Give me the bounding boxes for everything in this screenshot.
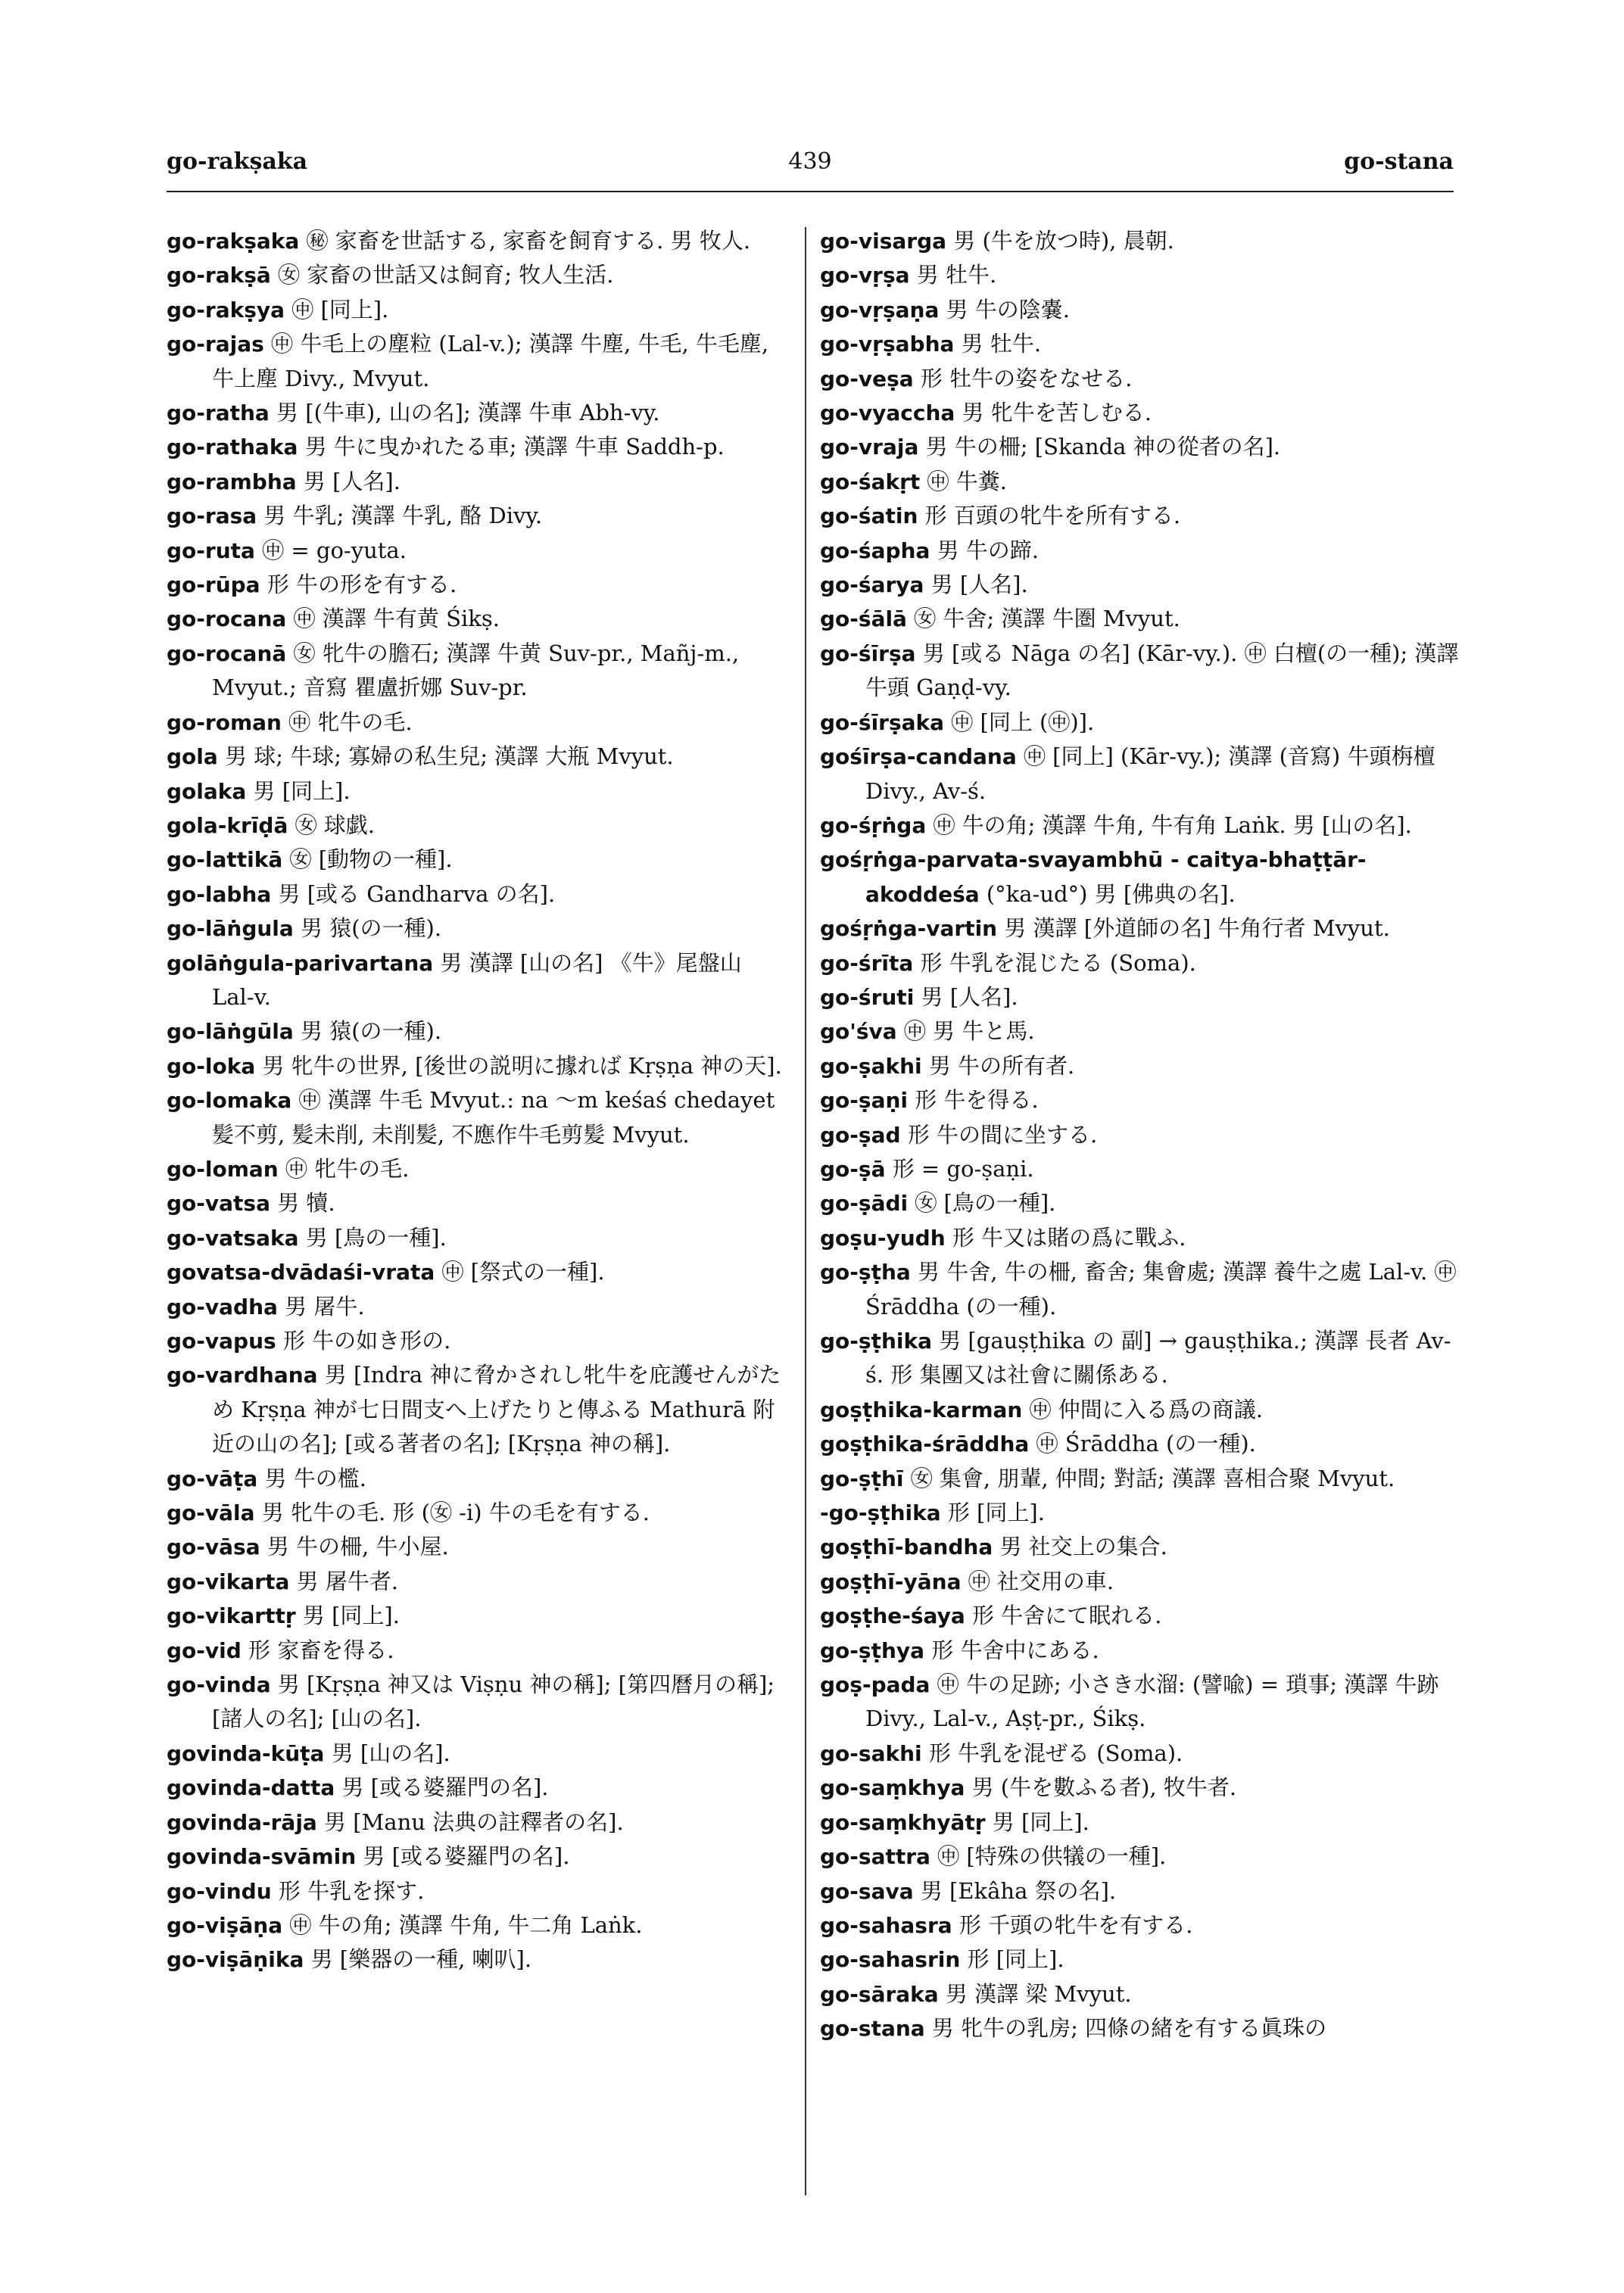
entry-definition: 男 社交上の集合.: [999, 1534, 1167, 1560]
entry-definition: 男 [同上].: [253, 777, 351, 804]
entry-headword: go-rakṣā: [167, 263, 271, 288]
entry-definition: 男 [或る Gandharva の名].: [278, 880, 556, 907]
entry-headword: go-vraja: [820, 435, 919, 460]
dictionary-entry: [820, 602, 1463, 636]
entry-headword: go-rasa: [167, 503, 257, 529]
dictionary-entry: [167, 1221, 787, 1255]
dictionary-entry: [167, 774, 787, 808]
dictionary-entry: [167, 1599, 787, 1633]
entry-headword: -go-ṣṭhika: [820, 1500, 941, 1526]
dictionary-entry: [820, 1668, 1463, 1737]
entry-definition: ㊥ [特殊の供犠の一種].: [937, 1843, 1167, 1870]
dictionary-entry: [820, 1737, 1463, 1771]
running-header: [167, 148, 1454, 186]
dictionary-entry: [167, 258, 787, 292]
dictionary-entry: [167, 740, 787, 774]
entry-definition: 男 牛の檻.: [264, 1465, 366, 1491]
entry-definition: 男 漢譯 梁 Mvyut.: [945, 1980, 1132, 2007]
entry-headword: golaka: [167, 778, 247, 804]
entry-headword: go-rocanā: [167, 640, 287, 666]
entry-headword: go-śapha: [820, 537, 930, 563]
entry-headword: goṣṭhika-karman: [820, 1397, 1023, 1422]
entry-headword: goṣ-pada: [820, 1672, 930, 1698]
dictionary-entry: [167, 946, 787, 1015]
dictionary-entry: [820, 1221, 1463, 1255]
entry-definition: 形 牛乳を探す.: [278, 1877, 425, 1904]
entry-definition: 男 [Indra 神に脅かされし牝牛を庇護せんがため Kṛṣṇa 神が七日間支へ上げたりと傳ふる Mathurā 附近の山の名]; [或る著者の名]; [Kṛṣṇa 神の稱].: [212, 1362, 781, 1457]
entry-headword: go-vapus: [167, 1329, 276, 1354]
entry-definition: 形 牛乳を混じたる (Soma).: [920, 949, 1196, 976]
entry-headword: go-vadha: [167, 1294, 278, 1319]
entry-headword: go-lattikā: [167, 847, 283, 873]
entry-definition: 男 牛の柵; [Skanda 神の從者の名].: [925, 434, 1281, 460]
entry-headword: go-śīrṣa: [820, 640, 916, 666]
left-column: [167, 224, 787, 1977]
entry-definition: ㊥ = go-yuta.: [262, 537, 407, 563]
entry-headword: gośīrṣa-candana: [820, 744, 1017, 770]
entry-headword: go-rūpa: [167, 572, 260, 598]
entry-definition: 男 牝牛を苦しむる.: [962, 400, 1152, 426]
dictionary-entry: [820, 1393, 1463, 1427]
entry-headword: go-śālā: [820, 606, 907, 632]
dictionary-entry: [820, 1530, 1463, 1564]
entry-headword: go-vardhana: [167, 1363, 318, 1388]
dictionary-entry: [820, 946, 1463, 980]
dictionary-entry: [167, 1014, 787, 1048]
dictionary-entry: [167, 1358, 787, 1461]
dictionary-entry: [820, 1083, 1463, 1117]
entry-definition: ㊥ 仲間に入る爲の商議.: [1029, 1396, 1263, 1422]
entry-definition: 男 [或る婆羅門の名].: [341, 1774, 549, 1801]
entry-definition: ㊛ 牛舍; 漢譯 牛圏 Mvyut.: [914, 606, 1180, 632]
dictionary-entry: [820, 1599, 1463, 1633]
entry-headword: go-vatsaka: [167, 1225, 299, 1251]
dictionary-entry: [167, 637, 787, 706]
dictionary-entry: [820, 258, 1463, 292]
entry-headword: go-vikarttṛ: [167, 1603, 296, 1629]
entry-definition: 形 牛の形を有する.: [267, 572, 457, 598]
entry-definition: 男 球; 牛球; 寡婦の私生兒; 漢譯 大瓶 Mvyut.: [225, 743, 674, 770]
dictionary-entry: [820, 293, 1463, 327]
dictionary-entry: [167, 396, 787, 430]
dictionary-entry: [820, 1186, 1463, 1220]
entry-headword: go-labha: [167, 881, 272, 907]
dictionary-entry: [167, 1462, 787, 1496]
dictionary-entry: [820, 465, 1463, 499]
dictionary-entry: [820, 843, 1463, 911]
entry-definition: 男 牛の柵, 牛小屋.: [267, 1534, 449, 1560]
dictionary-entry: [167, 499, 787, 533]
entry-headword: go-ṣā: [820, 1156, 886, 1182]
entry-definition: ㊥ [同上] (Kār-vy.); 漢譯 (音寫) 牛頭栴檀 Divy., Av-ś.: [865, 743, 1435, 804]
entry-definition: 男 牝牛の毛. 形 (㊛ -i) 牛の毛を有する.: [261, 1500, 650, 1526]
entry-definition: (°ka-ud°) 男 [佛典の名].: [986, 880, 1236, 907]
dictionary-entry: [167, 877, 787, 911]
entry-headword: go-vṛṣa: [820, 263, 910, 288]
dictionary-entry: [820, 327, 1463, 361]
entry-definition: 男 牛に曳かれたる車; 漢譯 牛車 Saddh-p.: [304, 434, 725, 460]
entry-headword: go-vṛṣaṇa: [820, 297, 940, 322]
dictionary-entry: [167, 706, 787, 740]
entry-definition: ㊥ [同上 (㊥)].: [951, 709, 1095, 735]
entry-definition: 男 [Ekâha 祭の名].: [920, 1877, 1117, 1904]
entry-headword: go-rocana: [167, 606, 287, 632]
entry-definition: 形 牛舍中にある.: [931, 1637, 1099, 1663]
entry-definition: 男 牛の蹄.: [937, 537, 1039, 563]
entry-headword: go-rajas: [167, 332, 264, 357]
entry-definition: 形 牡牛の姿をなせる.: [920, 365, 1133, 391]
entry-definition: ㊛ [鳥の一種].: [915, 1190, 1056, 1217]
entry-headword: go-ratha: [167, 400, 270, 426]
entry-definition: 男 [人名].: [921, 983, 1018, 1010]
entry-definition: ㊥ 牛糞.: [927, 468, 1007, 494]
entry-definition: ㊥ Śrāddha (の一種).: [1036, 1431, 1256, 1457]
dictionary-entry: [820, 706, 1463, 740]
dictionary-entry: [167, 1634, 787, 1668]
dictionary-entry: [167, 1083, 787, 1152]
entry-headword: go-vatsa: [167, 1191, 270, 1217]
dictionary-entry: [167, 1668, 787, 1737]
entry-definition: 男 [(牛車), 山の名]; 漢譯 牛車 Abh-vy.: [276, 400, 660, 426]
dictionary-entry: [820, 1324, 1463, 1393]
entry-definition: 形 牛乳を混ぜる (Soma).: [928, 1740, 1183, 1766]
entry-definition: 形 = go-ṣaṇi.: [892, 1155, 1034, 1182]
entry-headword: gola: [167, 744, 218, 770]
entry-definition: 形 牛の如き形の.: [282, 1328, 451, 1354]
entry-definition: ㊥ [祭式の一種].: [441, 1259, 605, 1285]
dictionary-entry: [167, 808, 787, 843]
entry-definition: 形 牛の間に坐する.: [907, 1121, 1098, 1148]
dictionary-entry: [820, 1977, 1463, 2011]
entry-headword: go-saṃkhyātṛ: [820, 1809, 986, 1835]
entry-headword: go-rakṣaka: [167, 229, 300, 254]
entry-headword: go-vyaccha: [820, 400, 955, 426]
entry-headword: go-vindu: [167, 1878, 272, 1904]
entry-headword: go-vāsa: [167, 1534, 260, 1560]
entry-definition: 男 [同上].: [992, 1809, 1089, 1835]
dictionary-entry: [167, 327, 787, 396]
dictionary-entry: [820, 740, 1463, 808]
dictionary-entry: [167, 843, 787, 877]
entry-definition: 形 牛を得る.: [915, 1087, 1039, 1114]
entry-headword: go-loka: [167, 1053, 256, 1079]
entry-definition: 男 牛の陰嚢.: [946, 296, 1071, 322]
dictionary-entry: [167, 602, 787, 636]
entry-headword: goṣṭhī-yāna: [820, 1569, 962, 1594]
dictionary-entry: [167, 1496, 787, 1530]
entry-definition: ㊛ 家畜の世話又は飼育; 牧人生活.: [278, 262, 614, 288]
dictionary-entry: [820, 1152, 1463, 1186]
header-rule: [167, 191, 1454, 192]
dictionary-entry: [167, 1805, 787, 1840]
entry-headword: gośṛṅga-parvata-svayambhū - caitya-bhaṭṭār-akoddeśa: [820, 847, 1367, 907]
entry-headword: go-sahasra: [820, 1912, 952, 1938]
entry-definition: 男 (牛を數ふる者), 牧牛者.: [971, 1774, 1237, 1801]
dictionary-entry: [820, 1462, 1463, 1496]
right-column: [820, 224, 1463, 2046]
entry-headword: go-vāla: [167, 1500, 255, 1526]
dictionary-entry: [820, 1771, 1463, 1805]
dictionary-entry: [167, 534, 787, 568]
entry-headword: go-lāṅgula: [167, 916, 294, 942]
dictionary-entry: [820, 2011, 1463, 2045]
entry-headword: go-ṣad: [820, 1122, 901, 1148]
dictionary-entry: [167, 1186, 787, 1220]
dictionary-entry: [820, 1634, 1463, 1668]
entry-headword: govinda-kūṭa: [167, 1740, 325, 1766]
entry-definition: ㊛ [動物の一種].: [289, 846, 453, 873]
dictionary-entry: [820, 1840, 1463, 1874]
entry-headword: go-sahasrin: [820, 1947, 961, 1973]
entry-headword: go-veṣa: [820, 366, 914, 391]
entry-definition: 男 漢譯 [山の名] 《牛》尾盤山 Lal-v.: [212, 949, 742, 1010]
entry-headword: go-rathaka: [167, 435, 298, 460]
entry-definition: ㊥ 牝牛の毛.: [285, 1155, 410, 1182]
entry-definition: 男 屠牛者.: [296, 1568, 399, 1594]
entry-headword: go-sakhi: [820, 1740, 922, 1766]
dictionary-entry: [167, 911, 787, 946]
column-divider: [805, 227, 806, 2195]
dictionary-entry: [167, 293, 787, 327]
entry-headword: go-śakṛt: [820, 469, 921, 494]
entry-definition: 男 [山の名].: [331, 1740, 450, 1766]
entry-definition: 男 [Kṛṣṇa 神又は Viṣṇu 神の稱]; [第四曆月の稱]; [諸人の名]; [山の名].: [212, 1671, 775, 1732]
dictionary-entry: [820, 1049, 1463, 1083]
entry-headword: go-vinda: [167, 1672, 271, 1698]
entry-definition: 男 [或る Nāga の名] (Kār-vy.). ㊥ 白檀(の一種); 漢譯 牛頭 Gaṇḍ-vy.: [865, 640, 1459, 701]
entry-headword: go-śruti: [820, 984, 915, 1010]
entry-headword: gola-krīḍā: [167, 812, 288, 838]
dictionary-entry: [820, 362, 1463, 396]
entry-definition: ㊙ 家畜を世話する, 家畜を飼育する. 男 牧人.: [306, 228, 751, 254]
dictionary-entry: [167, 1943, 787, 1977]
entry-headword: goṣṭhe-śaya: [820, 1603, 965, 1629]
entry-definition: 男 猿(の一種).: [301, 915, 442, 942]
entry-definition: 男 漢譯 [外道師の名] 牛角行者 Mvyut.: [1004, 915, 1390, 942]
dictionary-entry: [820, 1565, 1463, 1599]
entry-definition: 男 牝牛の乳房; 四條の緒を有する眞珠の: [931, 2015, 1327, 2042]
entry-headword: go-sava: [820, 1878, 914, 1904]
entry-definition: ㊥ 牝牛の毛.: [288, 709, 413, 735]
entry-headword: go-śarya: [820, 572, 924, 598]
entry-headword: go-lomaka: [167, 1088, 292, 1114]
entry-definition: 形 千頭の牝牛を有する.: [959, 1911, 1193, 1938]
dictionary-entry: [820, 396, 1463, 430]
entry-definition: ㊥ 男 牛と馬.: [903, 1018, 1035, 1045]
entry-headword: go-vid: [167, 1637, 242, 1663]
entry-headword: govinda-rāja: [167, 1809, 317, 1835]
entry-definition: 男 [鳥の一種].: [305, 1224, 447, 1251]
entry-headword: go-lāṅgūla: [167, 1019, 294, 1045]
entry-definition: ㊥ 牛の角; 漢譯 牛角, 牛有角 Laṅk. 男 [山の名].: [933, 812, 1412, 838]
dictionary-entry: [820, 1805, 1463, 1840]
entry-definition: 男 [人名].: [303, 468, 401, 494]
entry-headword: go-ṣādi: [820, 1191, 909, 1217]
entry-definition: ㊥ 牛毛上の塵粒 (Lal-v.); 漢譯 牛塵, 牛毛, 牛毛塵, 牛上塵 Divy., Mvyut.: [212, 331, 769, 391]
dictionary-entry: [167, 1049, 787, 1083]
entry-definition: 男 屠牛.: [285, 1293, 365, 1319]
entry-definition: 男 牡牛.: [961, 331, 1042, 357]
entry-headword: go-saṃkhya: [820, 1775, 965, 1801]
entry-definition: 形 家畜を得る.: [248, 1637, 394, 1663]
entry-definition: 男 [或る婆羅門の名].: [363, 1843, 570, 1870]
dictionary-entry: [820, 1943, 1463, 1977]
dictionary-entry: [820, 1014, 1463, 1048]
entry-headword: go-viṣāṇa: [167, 1912, 283, 1938]
entry-headword: go-rakṣya: [167, 297, 285, 322]
entry-definition: 形 [同上].: [967, 1946, 1064, 1973]
dictionary-entry: [167, 1840, 787, 1874]
dictionary-entry: [167, 568, 787, 602]
entry-headword: go-roman: [167, 709, 282, 735]
dictionary-entry: [820, 637, 1463, 706]
entry-definition: 男 (牛を放つ時), 晨朝.: [953, 228, 1174, 254]
dictionary-entry: [820, 1496, 1463, 1530]
dictionary-entry: [167, 1290, 787, 1324]
dictionary-entry: [820, 1118, 1463, 1152]
entry-headword: go-ṣṭhika: [820, 1329, 932, 1354]
entry-definition: 男 猿(の一種).: [301, 1018, 442, 1045]
entry-definition: 男 牛乳; 漢譯 牛乳, 酪 Divy.: [263, 503, 543, 529]
entry-headword: govinda-svāmin: [167, 1844, 357, 1870]
entry-definition: ㊥ 漢譯 牛毛 Mvyut.: na 〜m keśaś chedayet 髪不剪, 髪未削, 未削髪, 不應作牛毛剪髪 Mvyut.: [212, 1087, 775, 1148]
entry-headword: go-stana: [820, 2016, 925, 2042]
dictionary-entry: [167, 1152, 787, 1186]
dictionary-entry: [167, 430, 787, 464]
entry-definition: 男 犢.: [277, 1190, 335, 1217]
entry-headword: go-ṣṭha: [820, 1260, 911, 1285]
entry-definition: ㊥ 漢譯 牛有黄 Śikṣ.: [293, 606, 500, 632]
entry-definition: 男 牛の所有者.: [928, 1052, 1075, 1079]
entry-definition: 形 百頭の牝牛を所有する.: [924, 503, 1181, 529]
entry-headword: go-ruta: [167, 537, 255, 563]
dictionary-entry: [167, 1255, 787, 1289]
entry-definition: ㊥ 社交用の車.: [968, 1568, 1114, 1594]
entry-headword: go-ṣaṇi: [820, 1088, 908, 1114]
entry-definition: 男 [gauṣṭhika の 副] → gauṣṭhika.; 漢譯 長者 Av-ś. 形 集團又は社會に關係ある.: [865, 1328, 1451, 1388]
dictionary-entry: [167, 1324, 787, 1358]
dictionary-entry: [167, 1874, 787, 1908]
entry-headword: go-sāraka: [820, 1981, 939, 2007]
entry-headword: go-vikarta: [167, 1569, 290, 1594]
entry-definition: ㊛ 牝牛の膽石; 漢譯 牛黄 Suv-pr., Mañj-m., Mvyut.; 音寫 瞿盧折娜 Suv-pr.: [212, 640, 740, 701]
dictionary-entry: [820, 1908, 1463, 1943]
entry-headword: goṣṭhika-śrāddha: [820, 1432, 1030, 1457]
entry-headword: govinda-datta: [167, 1775, 335, 1801]
entry-headword: go-rambha: [167, 469, 297, 494]
entry-definition: 形 [同上].: [947, 1500, 1045, 1526]
dictionary-entry: [820, 568, 1463, 602]
entry-definition: 男 [樂器の一種, 喇叭].: [310, 1946, 532, 1973]
entry-headword: go-loman: [167, 1156, 279, 1182]
entry-definition: 男 [Manu 法典の註釋者の名].: [324, 1809, 624, 1835]
entry-definition: ㊥ [同上].: [291, 296, 389, 322]
entry-headword: go'śva: [820, 1019, 897, 1045]
dictionary-entry: [820, 430, 1463, 464]
dictionary-entry: [167, 1530, 787, 1564]
entry-headword: govatsa-dvādaśi-vrata: [167, 1260, 435, 1285]
dictionary-entry: [820, 980, 1463, 1014]
dictionary-entry: [820, 1255, 1463, 1324]
dictionary-entry: [167, 1737, 787, 1771]
entry-definition: ㊛ 球戯.: [295, 812, 376, 838]
entry-definition: 形 牛舍にて眠れる.: [971, 1603, 1162, 1629]
entry-headword: go-śrīta: [820, 950, 914, 976]
dictionary-entry: [167, 465, 787, 499]
entry-headword: gośṛṅga-vartin: [820, 916, 998, 942]
entry-definition: ㊥ 牛の角; 漢譯 牛角, 牛二角 Laṅk.: [289, 1911, 643, 1938]
dictionary-entry: [820, 499, 1463, 533]
dictionary-entry: [820, 224, 1463, 258]
entry-headword: goṣu-yudh: [820, 1225, 946, 1251]
entry-definition: ㊥ 牛の足跡; 小さき水溜: (譬喩) = 瑣事; 漢譯 牛跡 Divy., Lal-v., Aṣṭ-pr., Śikṣ.: [865, 1671, 1439, 1732]
dictionary-entry: [820, 534, 1463, 568]
entry-headword: goṣṭhī-bandha: [820, 1534, 993, 1560]
entry-headword: go-śṛṅga: [820, 812, 927, 838]
entry-headword: go-sattra: [820, 1844, 930, 1870]
entry-definition: 男 [同上].: [302, 1603, 400, 1629]
entry-headword: golāṅgula-parivartana: [167, 950, 434, 976]
entry-headword: go-vāṭa: [167, 1466, 258, 1491]
dictionary-entry: [820, 1874, 1463, 1908]
entry-definition: 男 牡牛.: [916, 262, 997, 288]
entry-headword: go-vṛṣabha: [820, 332, 955, 357]
dictionary-entry: [167, 1908, 787, 1943]
dictionary-entry: [167, 224, 787, 258]
right-running-headword: go-stana: [1344, 148, 1454, 175]
entry-definition: 男 [人名].: [930, 572, 1028, 598]
dictionary-entry: [820, 808, 1463, 843]
dictionary-entry: [167, 1565, 787, 1599]
entry-headword: go-ṣakhi: [820, 1053, 922, 1079]
dictionary-entry: [167, 1771, 787, 1805]
dictionary-entry: [820, 1427, 1463, 1461]
entry-headword: go-ṣṭhī: [820, 1466, 904, 1491]
dictionary-entry: [820, 911, 1463, 946]
left-running-headword: go-rakṣaka: [167, 148, 308, 175]
entry-headword: go-śīrṣaka: [820, 709, 945, 735]
entry-definition: 男 牝牛の世界, [後世の説明に據れば Kṛṣṇa 神の天].: [262, 1052, 782, 1079]
entry-headword: go-viṣāṇika: [167, 1947, 304, 1973]
entry-headword: go-ṣṭhya: [820, 1637, 925, 1663]
entry-headword: go-śatin: [820, 503, 918, 529]
entry-headword: go-visarga: [820, 229, 947, 254]
page-number: 439: [788, 148, 832, 175]
entry-definition: ㊛ 集會, 朋輩, 仲間; 對話; 漢譯 喜相合聚 Mvyut.: [910, 1465, 1395, 1491]
entry-definition: 男 牛舍, 牛の柵, 畜舍; 集會處; 漢譯 養牛之處 Lal-v. ㊥ Śrāddha (の一種).: [865, 1259, 1457, 1319]
entry-definition: 形 牛又は賭の爲に戰ふ.: [952, 1224, 1186, 1251]
